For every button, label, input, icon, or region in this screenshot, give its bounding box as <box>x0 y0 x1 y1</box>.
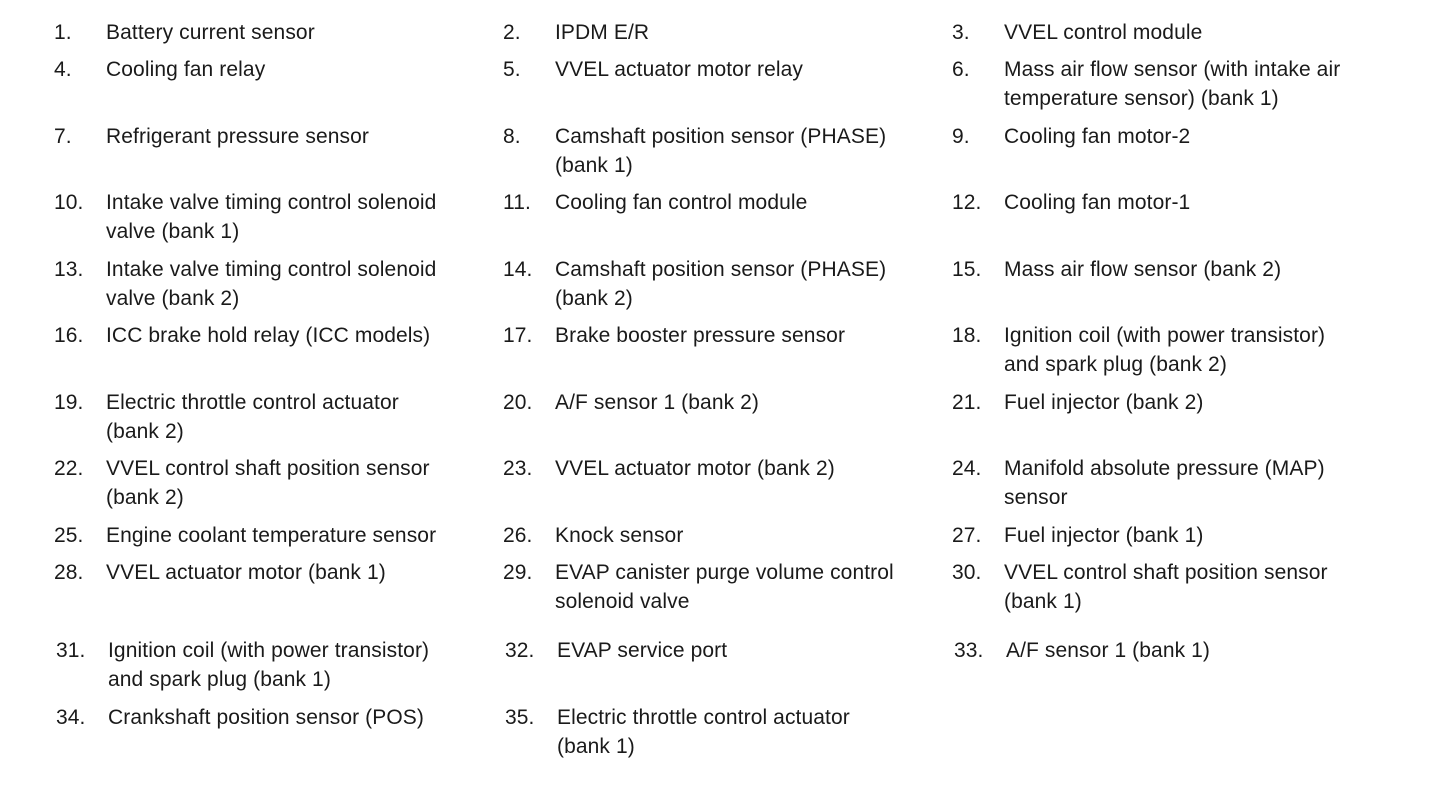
legend-item-19 <box>54 388 399 446</box>
legend-item-4 <box>54 55 265 84</box>
item-label: Ignition coil (with power transistor) and spark plug (bank 1) <box>108 639 430 691</box>
legend-item-15 <box>952 255 1281 284</box>
legend-item-18 <box>952 321 1325 379</box>
item-number: 22. <box>54 457 84 480</box>
legend-item-27 <box>952 521 1203 550</box>
item-label: Mass air flow sensor (bank 2) <box>1004 258 1282 281</box>
item-number: 20. <box>503 391 533 414</box>
legend-item-17 <box>503 321 845 350</box>
legend-item-8 <box>503 122 886 180</box>
item-label: Knock sensor <box>555 524 684 547</box>
legend-item-14 <box>503 255 886 313</box>
legend-item-10 <box>54 188 436 246</box>
legend-item-5 <box>503 55 803 84</box>
item-number: 3. <box>952 21 970 44</box>
item-label: Mass air flow sensor (with intake air temperature sensor) (bank 1) <box>1004 58 1341 110</box>
item-number: 12. <box>952 191 982 214</box>
item-label: Cooling fan motor-2 <box>1004 125 1191 148</box>
legend-item-30 <box>952 558 1328 616</box>
item-number: 10. <box>54 191 84 214</box>
item-number: 1. <box>54 21 72 44</box>
item-label: Ignition coil (with power transistor) and spark plug (bank 2) <box>1004 324 1326 376</box>
item-label: Cooling fan relay <box>106 58 266 81</box>
item-number: 11. <box>503 191 531 214</box>
item-label: Cooling fan motor-1 <box>1004 191 1191 214</box>
item-label: Cooling fan control module <box>555 191 808 214</box>
item-number: 28. <box>54 561 84 584</box>
item-number: 16. <box>54 324 84 347</box>
item-number: 19. <box>54 391 84 414</box>
legend-item-2 <box>503 18 649 47</box>
legend-item-9 <box>952 122 1190 151</box>
item-label: VVEL actuator motor (bank 2) <box>555 457 835 480</box>
legend-item-26 <box>503 521 683 550</box>
legend-item-34 <box>56 703 424 732</box>
item-label: Engine coolant temperature sensor <box>106 524 437 547</box>
legend-item-23 <box>503 454 835 483</box>
item-label: Battery current sensor <box>106 21 315 44</box>
legend-item-32 <box>505 636 727 665</box>
item-label: VVEL actuator motor relay <box>555 58 803 81</box>
item-number: 32. <box>505 639 535 662</box>
item-label: Crankshaft position sensor (POS) <box>108 706 424 729</box>
item-label: Electric throttle control actuator (bank 1) <box>557 706 850 758</box>
legend-item-31 <box>56 636 429 694</box>
item-label: VVEL control module <box>1004 21 1203 44</box>
item-number: 9. <box>952 125 970 148</box>
item-number: 18. <box>952 324 982 347</box>
legend-item-7 <box>54 122 369 151</box>
item-label: VVEL control shaft position sensor (bank 1) <box>1004 561 1328 613</box>
item-number: 25. <box>54 524 84 547</box>
legend-item-35 <box>505 703 850 761</box>
item-number: 23. <box>503 457 533 480</box>
item-label: Intake valve timing control solenoid valve (bank 1) <box>106 191 437 243</box>
item-label: VVEL actuator motor (bank 1) <box>106 561 386 584</box>
item-number: 6. <box>952 58 970 81</box>
legend-item-3 <box>952 18 1202 47</box>
item-label: Fuel injector (bank 2) <box>1004 391 1204 414</box>
legend-item-1 <box>54 18 315 47</box>
item-label: EVAP service port <box>557 639 728 662</box>
legend-item-12 <box>952 188 1190 217</box>
item-label: Camshaft position sensor (PHASE) (bank 1) <box>555 125 887 177</box>
item-number: 5. <box>503 58 521 81</box>
legend-item-13 <box>54 255 436 313</box>
item-label: Fuel injector (bank 1) <box>1004 524 1204 547</box>
item-number: 24. <box>952 457 982 480</box>
item-label: ICC brake hold relay (ICC models) <box>106 324 431 347</box>
item-label: A/F sensor 1 (bank 1) <box>1006 639 1211 662</box>
item-number: 8. <box>503 125 521 148</box>
item-label: EVAP canister purge volume control solenoid valve <box>555 561 894 613</box>
legend-item-11 <box>503 188 807 217</box>
legend-item-29 <box>503 558 894 616</box>
item-number: 7. <box>54 125 72 148</box>
legend-item-6 <box>952 55 1340 113</box>
item-label: Brake booster pressure sensor <box>555 324 846 347</box>
legend-item-24 <box>952 454 1325 512</box>
item-number: 35. <box>505 706 535 729</box>
item-number: 21. <box>952 391 982 414</box>
item-number: 4. <box>54 58 72 81</box>
item-number: 30. <box>952 561 982 584</box>
item-number: 17. <box>503 324 533 347</box>
item-label: Intake valve timing control solenoid valve (bank 2) <box>106 258 437 310</box>
legend-item-16 <box>54 321 430 350</box>
item-number: 33. <box>954 639 984 662</box>
item-label: Refrigerant pressure sensor <box>106 125 369 148</box>
item-number: 15. <box>952 258 982 281</box>
item-number: 34. <box>56 706 86 729</box>
legend-item-28 <box>54 558 386 587</box>
item-number: 29. <box>503 561 533 584</box>
legend-item-20 <box>503 388 759 417</box>
item-number: 26. <box>503 524 533 547</box>
legend-item-25 <box>54 521 436 550</box>
item-number: 13. <box>54 258 84 281</box>
item-label: Electric throttle control actuator (bank 2) <box>106 391 399 443</box>
legend-item-21 <box>952 388 1203 417</box>
item-label: IPDM E/R <box>555 21 650 44</box>
item-number: 27. <box>952 524 982 547</box>
legend-item-22 <box>54 454 430 512</box>
item-number: 14. <box>503 258 533 281</box>
item-number: 31. <box>56 639 86 662</box>
item-label: Camshaft position sensor (PHASE) (bank 2) <box>555 258 887 310</box>
item-label: Manifold absolute pressure (MAP) sensor <box>1004 457 1325 509</box>
item-number: 2. <box>503 21 521 44</box>
item-label: A/F sensor 1 (bank 2) <box>555 391 760 414</box>
legend-item-33 <box>954 636 1210 665</box>
item-label: VVEL control shaft position sensor (bank 2) <box>106 457 430 509</box>
